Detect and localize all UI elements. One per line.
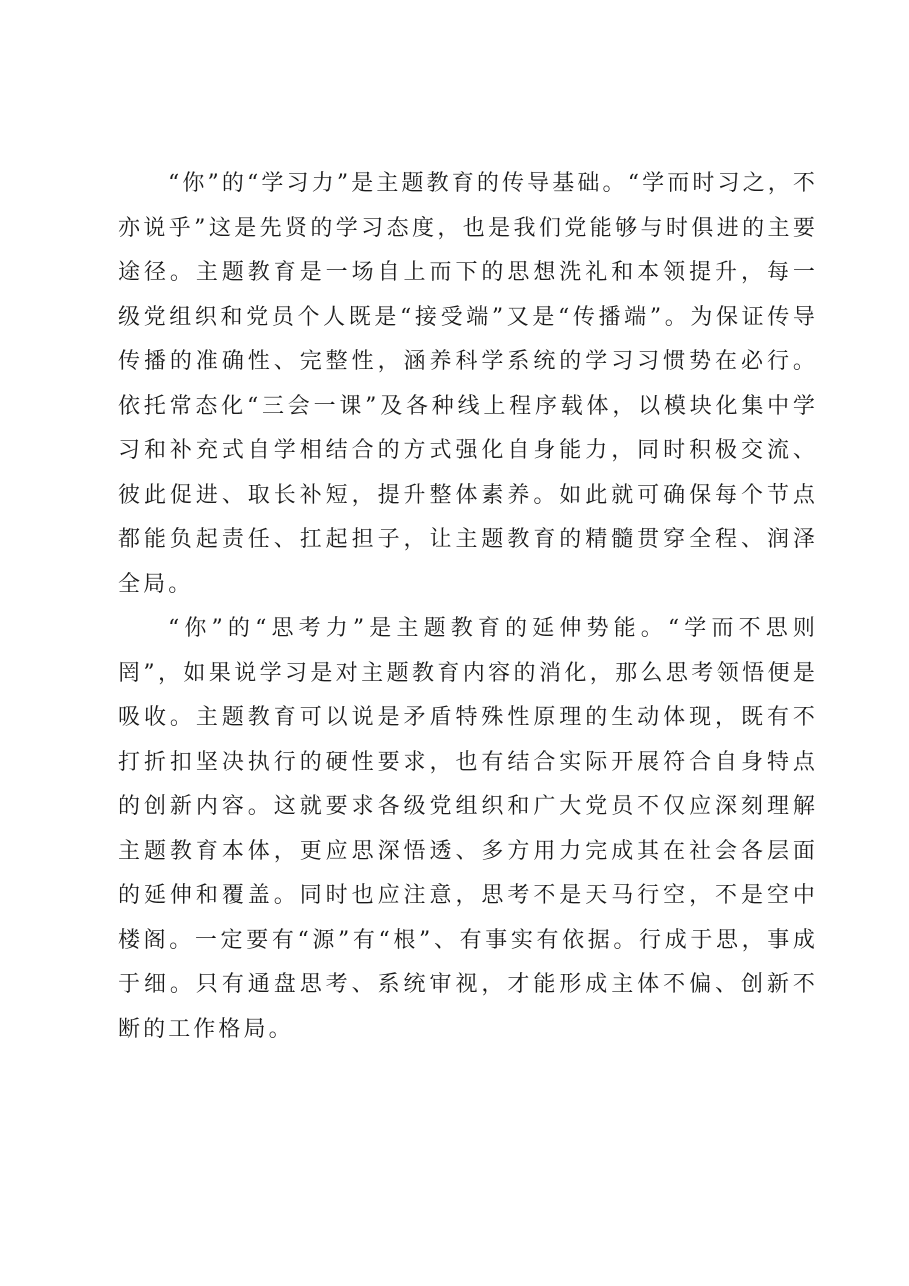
paragraph-thinking: “你”的“思考力”是主题教育的延伸势能。“学而不思则罔”，如果说学习是对主题教育内容的消化，那么思考领悟便是吸收。主题教育可以说是矛盾特殊性原理的生动体现，既有不打折扣坚决执行的硬性要求，也有结合实际开展符合自身特点的创新内容。这就要求各级党组织和广大党员不仅应深刻理解主题教育本体，更应思深悟透、多方用力完成其在社会各层面的延伸和覆盖。同时也应注意，思考不是天马行空，不是空中楼阁。一定要有“源”有“根”、有事实有依据。行成于思，事成于细。只有通盘思考、系统审视，才能形成主体不偏、创新不断的工作格局。 [118, 616, 818, 1042]
document-body [118, 162, 818, 1052]
paragraph-learning: “你”的“学习力”是主题教育的传导基础。“学而时习之，不亦说乎”这是先贤的学习态度，也是我们党能够与时俱进的主要途径。主题教育是一场自上而下的思想洗礼和本领提升，每一级党组织和党员个人既是“接受端”又是“传播端”。为保证传导传播的准确性、完整性，涵养科学系统的学习习惯势在必行。依托常态化“三会一课”及各种线上程序载体，以模块化集中学习和补充式自学相结合的方式强化自身能力，同时积极交流、彼此促进、取长补短，提升整体素养。如此就可确保每个节点都能负起责任、扛起担子，让主题教育的精髓贯穿全程、润泽全局。 [118, 171, 818, 597]
